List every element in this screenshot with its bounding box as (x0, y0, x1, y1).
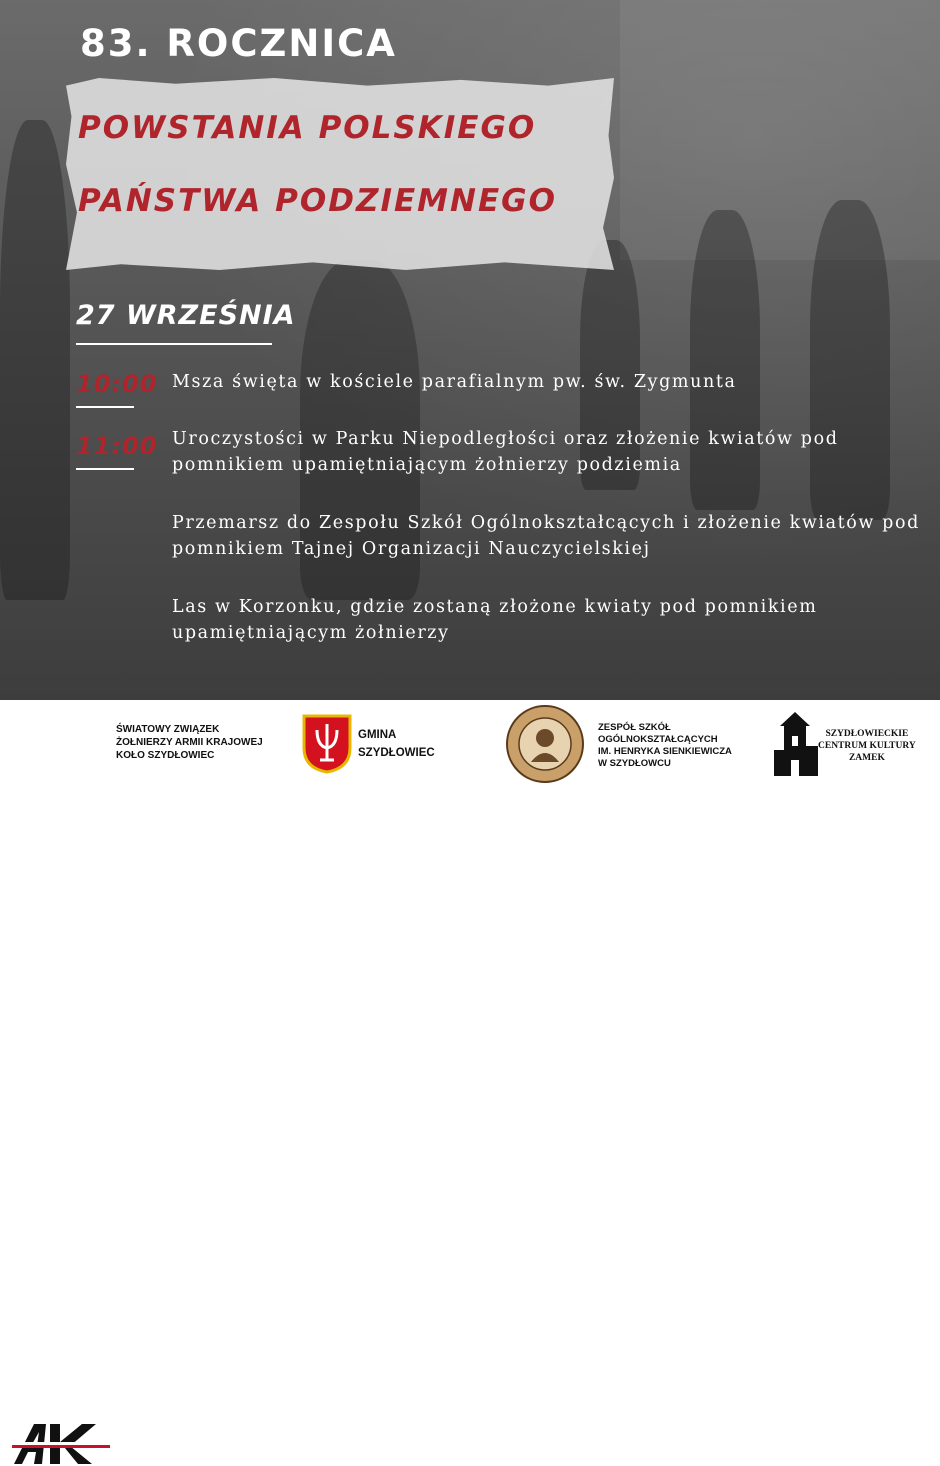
org2-name (358, 726, 435, 762)
time-underline (76, 468, 134, 470)
event-date: 27 WRZEŚNIA (76, 300, 296, 331)
ak-logo-icon (12, 1422, 112, 1466)
org4-name (818, 728, 916, 764)
schedule-item-2: Uroczystości w Parku Niepodległości oraz złożenie kwiatów pod pomnikiem upamiętniającym żołnierzy podziemia (172, 429, 839, 475)
org2-line2: SZYDŁOWIEC (358, 747, 435, 759)
time-underline (76, 406, 134, 408)
school-seal-icon (505, 704, 585, 784)
schedule-item-4: Las w Korzonku, gdzie zostaną złożone kwiaty pod pomnikiem upamiętniającym żołnierzy (172, 597, 818, 643)
org4-line2: CENTRUM KULTURY (818, 741, 916, 751)
anniversary-title: 83. ROCZNICA (80, 22, 397, 65)
org3-line4: W SZYDŁOWCU (598, 758, 671, 769)
org3-line2: OGÓLNOKSZTAŁCĄCYCH (598, 734, 718, 745)
schedule-item-1: Msza święta w kościele parafialnym pw. św. Zygmunta (172, 372, 737, 392)
org1-line1: ŚWIATOWY ZWIĄZEK (116, 724, 220, 735)
org1-line3: KOŁO SZYDŁOWIEC (116, 750, 215, 761)
banner-title-line1: POWSTANIA POLSKIEGO (78, 110, 537, 146)
date-underline (76, 343, 272, 345)
org3-name (598, 722, 732, 770)
gmina-crest-icon (302, 714, 352, 774)
banner-title-line2: PAŃSTWA PODZIEMNEGO (78, 183, 557, 219)
org4-line1: SZYDŁOWIECKIE (825, 729, 909, 739)
org2-line1: GMINA (358, 729, 397, 741)
org3-line3: IM. HENRYKA SIENKIEWICZA (598, 746, 732, 757)
org1-name (116, 723, 263, 762)
org3-line1: ZESPÓŁ SZKÓŁ (598, 722, 671, 733)
background-figure (0, 120, 70, 600)
castle-logo-icon (770, 710, 820, 778)
schedule-item-3: Przemarsz do Zespołu Szkół Ogólnokształcących i złożenie kwiatów pod pomnikiem Tajnej Organizacji Nauczycielskiej (172, 513, 920, 559)
schedule-time-2: 11:00 (76, 432, 158, 460)
sponsors-footer (0, 700, 940, 788)
background-building (620, 0, 940, 260)
org1-line2: ŻOŁNIERZY ARMII KRAJOWEJ (116, 737, 263, 748)
org4-line3: ZAMEK (848, 753, 885, 763)
event-poster (0, 0, 940, 700)
title-banner (66, 78, 614, 270)
schedule-time-1: 10:00 (76, 370, 158, 398)
